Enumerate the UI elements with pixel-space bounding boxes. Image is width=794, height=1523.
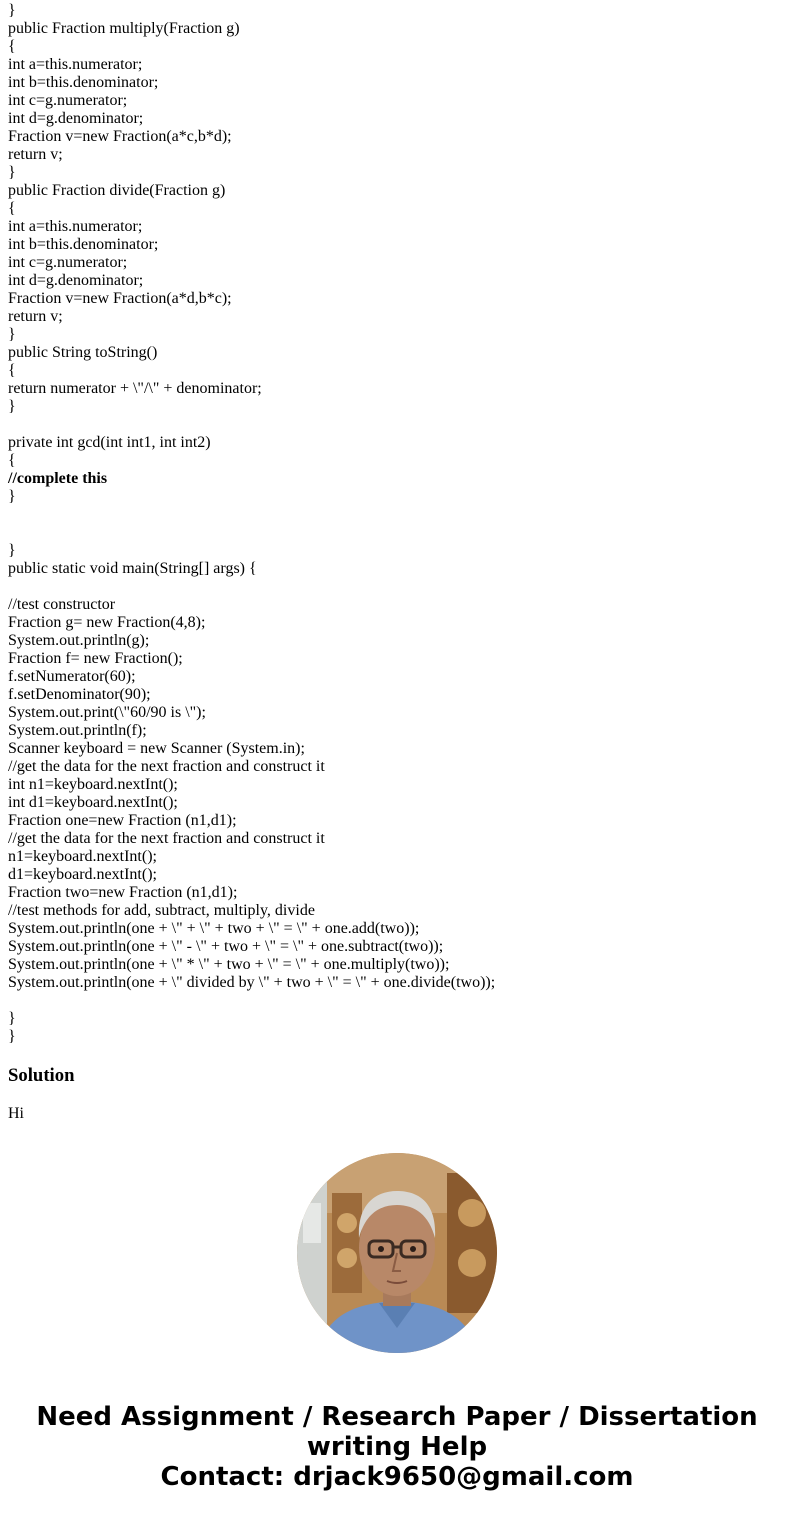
code-line: System.out.println(one + \" divided by \" + two + \" = \" + one.divide(two));	[8, 974, 496, 991]
code-line: }	[8, 164, 16, 181]
code-line: {	[8, 38, 16, 55]
code-listing	[8, 0, 788, 1046]
code-line: public static void main(String[] args) {	[8, 560, 257, 577]
code-line	[8, 416, 788, 434]
code-line: int b=this.denominator;	[8, 74, 159, 91]
code-line: Scanner keyboard = new Scanner (System.in);	[8, 740, 305, 757]
promo-line-2: writing Help	[306, 1432, 488, 1462]
code-line: {	[8, 200, 16, 217]
code-line: {	[8, 452, 16, 469]
code-line: System.out.println(g);	[8, 632, 150, 649]
code-line: private int gcd(int int1, int int2)	[8, 434, 211, 451]
code-line	[8, 992, 788, 1010]
code-line	[8, 506, 788, 524]
code-line: Fraction two=new Fraction (n1,d1);	[8, 884, 238, 901]
code-line: }	[8, 542, 16, 559]
promo-line-3: Contact: drjack9650@gmail.com	[160, 1462, 634, 1492]
promo-line-1: Need Assignment / Research Paper / Dissertation	[36, 1402, 758, 1432]
code-line: int d=g.denominator;	[8, 272, 144, 289]
code-line: }	[8, 2, 16, 19]
code-line: Fraction v=new Fraction(a*d,b*c);	[8, 290, 232, 307]
code-line: }	[8, 398, 16, 415]
code-line: System.out.println(one + \" - \" + two + \" = \" + one.subtract(two));	[8, 938, 444, 955]
code-line	[8, 578, 788, 596]
code-line: int b=this.denominator;	[8, 236, 159, 253]
code-line: int d=g.denominator;	[8, 110, 144, 127]
code-line: }	[8, 326, 16, 343]
code-line: return numerator + \"/\" + denominator;	[8, 380, 262, 397]
code-line: return v;	[8, 146, 63, 163]
code-line: public String toString()	[8, 344, 158, 361]
code-line: public Fraction multiply(Fraction g)	[8, 20, 240, 37]
code-line: //get the data for the next fraction and construct it	[8, 758, 325, 775]
code-line: //complete this	[8, 470, 108, 487]
code-line: f.setNumerator(60);	[8, 668, 136, 685]
code-line	[8, 524, 788, 542]
code-line: int c=g.numerator;	[8, 92, 128, 109]
code-line: int n1=keyboard.nextInt();	[8, 776, 178, 793]
code-line: f.setDenominator(90);	[8, 686, 151, 703]
code-line: int c=g.numerator;	[8, 254, 128, 271]
code-line: //test methods for add, subtract, multiply, divide	[8, 902, 315, 919]
code-line: //test constructor	[8, 596, 116, 613]
code-line: d1=keyboard.nextInt();	[8, 866, 157, 883]
code-line: System.out.println(f);	[8, 722, 147, 739]
code-line: Fraction one=new Fraction (n1,d1);	[8, 812, 237, 829]
code-line: int a=this.numerator;	[8, 218, 143, 235]
code-line: }	[8, 488, 16, 505]
solution-heading: Solution	[8, 1065, 75, 1086]
code-line: int a=this.numerator;	[8, 56, 143, 73]
code-line: public Fraction divide(Fraction g)	[8, 182, 226, 199]
code-line: return v;	[8, 308, 63, 325]
code-line: System.out.print(\"60/90 is \");	[8, 704, 206, 721]
code-line: Fraction v=new Fraction(a*c,b*d);	[8, 128, 232, 145]
code-line: }	[8, 1028, 16, 1045]
code-line: n1=keyboard.nextInt();	[8, 848, 157, 865]
code-line: System.out.println(one + \" + \" + two + \" = \" + one.add(two));	[8, 920, 420, 937]
code-line: Fraction g= new Fraction(4,8);	[8, 614, 206, 631]
solution-text: Hi	[8, 1105, 24, 1122]
code-line: int d1=keyboard.nextInt();	[8, 794, 178, 811]
code-line: {	[8, 362, 16, 379]
contact-banner	[0, 1402, 794, 1492]
author-photo	[297, 1153, 497, 1353]
code-line: }	[8, 1010, 16, 1027]
code-line: System.out.println(one + \" * \" + two + \" = \" + one.multiply(two));	[8, 956, 450, 973]
code-line: Fraction f= new Fraction();	[8, 650, 183, 667]
code-line: //get the data for the next fraction and construct it	[8, 830, 325, 847]
